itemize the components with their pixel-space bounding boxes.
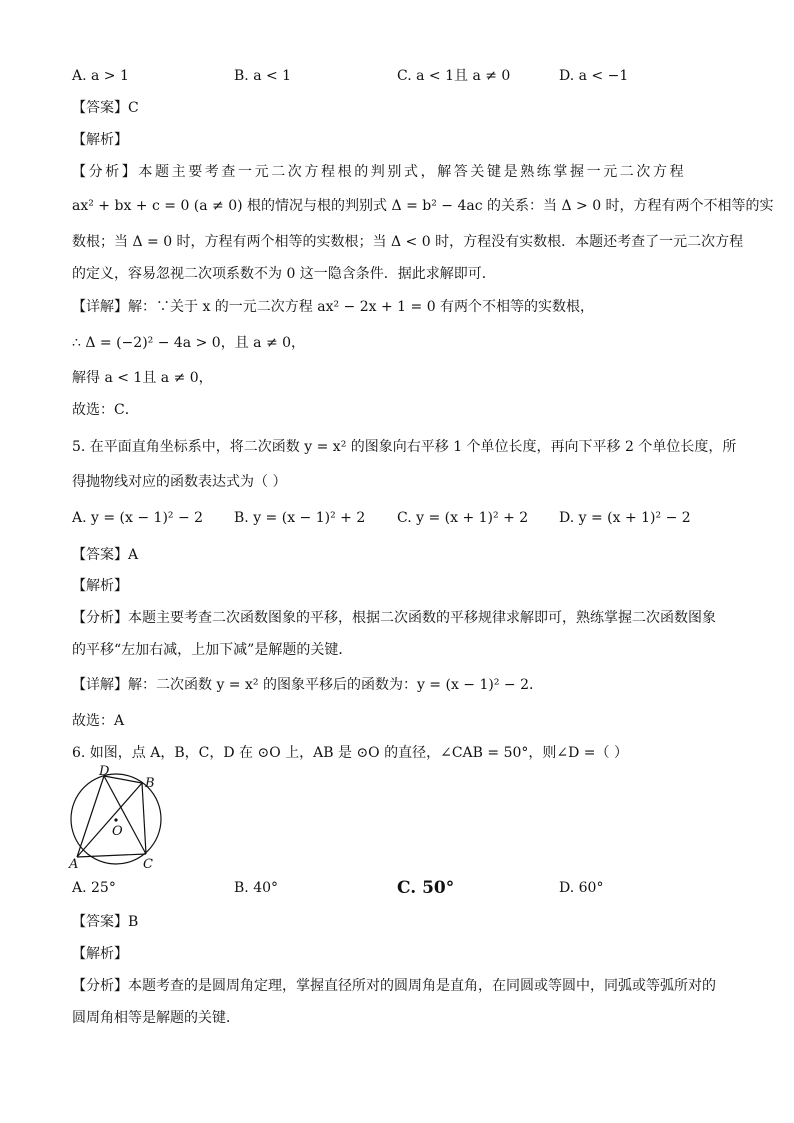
- q6-stem: 6. 如图，点 A，B，C，D 在 ⊙O 上，AB 是 ⊙O 的直径，∠CAB = 50°，则∠D =（ ）: [72, 745, 628, 761]
- q5-answer: 【答案】A: [72, 547, 139, 563]
- q4-detail-line-1: 【详解】解：∵关于 x 的一元二次方程 ax² − 2x + 1 = 0 有两个不相等的实数根，: [72, 299, 595, 315]
- q6-circle-figure: [66, 764, 166, 874]
- q4-analysis-line-2: ax² + bx + c = 0 (a ≠ 0) 根的情况与根的判别式 Δ = b² − 4ac 的关系：当 Δ > 0 时，方程有两个不相等的实: [72, 198, 774, 214]
- q5-option-c: C. y = (x + 1)² + 2: [397, 510, 529, 526]
- segment-bc: [142, 783, 146, 854]
- q5-analysis-line-2: 的平移“左加右减，上加下减”是解题的关键．: [72, 642, 353, 658]
- q4-option-c: C. a < 1且 a ≠ 0: [397, 68, 511, 84]
- q5-options: [72, 508, 722, 528]
- q4-choose: 故选：C．: [72, 402, 139, 418]
- center-point-o: [114, 818, 117, 821]
- q6-option-a: A. 25°: [72, 880, 116, 896]
- q5-choose: 故选：A: [72, 713, 125, 729]
- q4-analysis-line-1: 【分析】本题主要考查一元二次方程根的判别式，解答关键是熟练掌握一元二次方程: [72, 164, 687, 180]
- q5-stem-line-1: 5. 在平面直角坐标系中，将二次函数 y = x² 的图象向右平移 1 个单位长度，再向下平移 2 个单位长度，所: [72, 439, 737, 455]
- q4-analysis-label: 【解析】: [72, 132, 128, 148]
- q5-option-a: A. y = (x − 1)² − 2: [72, 510, 204, 526]
- q5-stem-line-2: 得抛物线对应的函数表达式为（ ）: [72, 474, 287, 490]
- q6-analysis-label: 【解析】: [72, 946, 128, 962]
- q4-answer: 【答案】C: [72, 100, 139, 116]
- segment-dc: [104, 776, 146, 854]
- label-c: C: [143, 857, 153, 872]
- diameter-ab: [77, 783, 142, 857]
- q6-option-d: D. 60°: [559, 880, 604, 896]
- q5-option-b: B. y = (x − 1)² + 2: [234, 510, 366, 526]
- label-a: A: [69, 857, 79, 872]
- q6-analysis-line-2: 圆周角相等是解题的关键．: [72, 1010, 240, 1026]
- q6-analysis-line-1: 【分析】本题考查的是圆周角定理，掌握直径所对的圆周角是直角，在同圆或等圆中，同弧或等弧所对的: [72, 978, 716, 994]
- q4-option-d: D. a < −1: [559, 68, 629, 84]
- q4-option-b: B. a < 1: [234, 68, 292, 84]
- q5-analysis-label: 【解析】: [72, 578, 128, 594]
- q5-option-d: D. y = (x + 1)² − 2: [559, 510, 691, 526]
- q4-options: [72, 66, 722, 86]
- q4-analysis-line-3: 数根；当 Δ = 0 时，方程有两个相等的实数根；当 Δ < 0 时，方程没有实数根．本题还考查了一元二次方程: [72, 234, 744, 250]
- q4-detail-line-2: ∴ Δ = (−2)² − 4a > 0，且 a ≠ 0，: [72, 335, 306, 351]
- q4-detail-line-3: 解得 a < 1且 a ≠ 0，: [72, 370, 213, 386]
- q4-analysis-line-4: 的定义，容易忽视二次项系数不为 0 这一隐含条件．据此求解即可．: [72, 266, 496, 282]
- q5-analysis-line-1: 【分析】本题主要考查二次函数图象的平移，根据二次函数的平移规律求解即可，熟练掌握二次函数图象: [72, 610, 716, 626]
- q6-answer: 【答案】B: [72, 914, 139, 930]
- q4-option-a: A. a > 1: [72, 68, 129, 84]
- label-b: B: [145, 776, 155, 791]
- segment-da: [77, 776, 104, 857]
- q6-options: [72, 878, 722, 898]
- q6-option-b: B. 40°: [234, 880, 279, 896]
- label-d: D: [99, 764, 110, 779]
- q5-detail: 【详解】解：二次函数 y = x² 的图象平移后的函数为：y = (x − 1)² − 2．: [72, 677, 543, 693]
- q6-option-c: C. 50°: [397, 878, 455, 898]
- label-o: O: [112, 824, 123, 839]
